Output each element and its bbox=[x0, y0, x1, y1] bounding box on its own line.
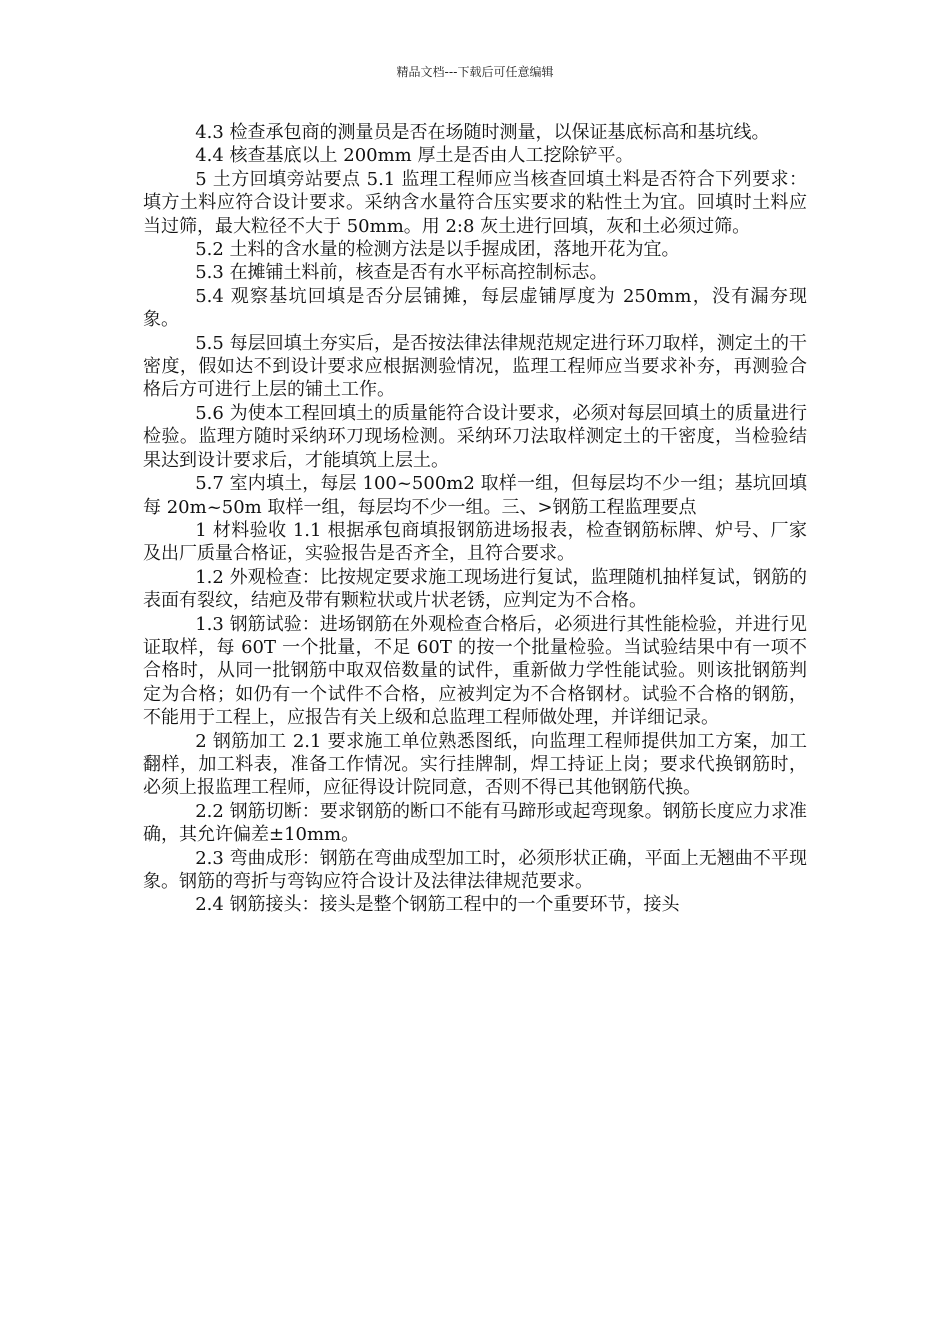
paragraph-5-5: 5.5 每层回填土夯实后，是否按法律法律规范规定进行环刀取样，测定土的干密度，假如达不到设计要求应根据测验情况，监理工程师应当要求补夯，再测验合格后方可进行上层的铺土工作。 bbox=[143, 332, 807, 401]
document-body bbox=[143, 121, 807, 917]
paragraph-1-2: 1.2 外观检查：比按规定要求施工现场进行复试，监理随机抽样复试，钢筋的表面有裂纹，结疤及带有颗粒状或片状老锈，应判定为不合格。 bbox=[143, 566, 807, 612]
paragraph-4-4: 4.4 核查基底以上 200mm 厚土是否由人工挖除铲平。 bbox=[195, 145, 634, 167]
paragraph-5-7: 5.7 室内填土，每层 100~500m2 取样一组，但每层均不少一组；基坑回填每 20m~50m 取样一组，每层均不少一组。三、>钢筋工程监理要点 bbox=[143, 473, 807, 518]
paragraph-5-3: 5.3 在摊铺土料前，核查是否有水平标高控制标志。 bbox=[195, 262, 608, 284]
paragraph-2-1: 2 钢筋加工 2.1 要求施工单位熟悉图纸，向监理工程师提供加工方案，加工翻样，加工料表，准备工作情况。实行挂牌制，焊工持证上岗；要求代换钢筋时，必须上报监理工程师，应征得设计院同意，否则不得已其他钢筋代换。 bbox=[143, 730, 807, 799]
paragraph-5-1: 5 土方回填旁站要点 5.1 监理工程师应当核查回填土料是否符合下列要求：填方土料应符合设计要求。采纳含水量符合压实要求的粘性土为宜。回填时土料应当过筛，最大粒径不大于 50mm。用 2:8 灰土进行回填，灰和土必须过筛。 bbox=[143, 168, 807, 237]
paragraph-2-3: 2.3 弯曲成形：钢筋在弯曲成型加工时，必须形状正确，平面上无翘曲不平现象。钢筋的弯折与弯钩应符合设计及法律法律规范要求。 bbox=[143, 847, 807, 892]
paragraph-5-2: 5.2 土料的含水量的检测方法是以手握成团，落地开花为宜。 bbox=[195, 239, 680, 261]
paragraph-1-3: 1.3 钢筋试验：进场钢筋在外观检查合格后，必须进行其性能检验，并进行见证取样，每 60T 一个批量，不足 60T 的按一个批量检验。当试验结果中有一项不合格时，从同一批钢筋中取双倍数量的试件，重新做力学性能试验。则该批钢筋判定为合格；如仍有一个试件不合格，应被判定为不合格钢材。试验不合格的钢筋，不能用于工程上，应报告有关上级和总监理工程师做处理，并详细记录。 bbox=[143, 613, 807, 729]
paragraph-5-4: 5.4 观察基坑回填是否分层铺摊，每层虚铺厚度为 250mm，没有漏夯现象。 bbox=[143, 285, 807, 331]
paragraph-4-3: 4.3 检查承包商的测量员是否在场随时测量，以保证基底标高和基坑线。 bbox=[195, 122, 770, 143]
paragraph-1-1: 1 材料验收 1.1 根据承包商填报钢筋进场报表，检查钢筋标牌、炉号、厂家及出厂质量合格证，实验报告是否齐全，且符合要求。 bbox=[143, 519, 807, 565]
paragraph-5-6: 5.6 为使本工程回填土的质量能符合设计要求，必须对每层回填土的质量进行检验。监理方随时采纳环刀现场检测。采纳环刀法取样测定土的干密度，当检验结果达到设计要求后，才能填筑上层土。 bbox=[143, 402, 807, 471]
paragraph-2-2: 2.2 钢筋切断：要求钢筋的断口不能有马蹄形或起弯现象。钢筋长度应力求准确，其允许偏差±10mm。 bbox=[143, 800, 807, 846]
page-header: 精品文档---下载后可任意编辑 bbox=[396, 65, 554, 79]
paragraph-2-4: 2.4 钢筋接头：接头是整个钢筋工程中的一个重要环节，接头 bbox=[195, 894, 680, 916]
